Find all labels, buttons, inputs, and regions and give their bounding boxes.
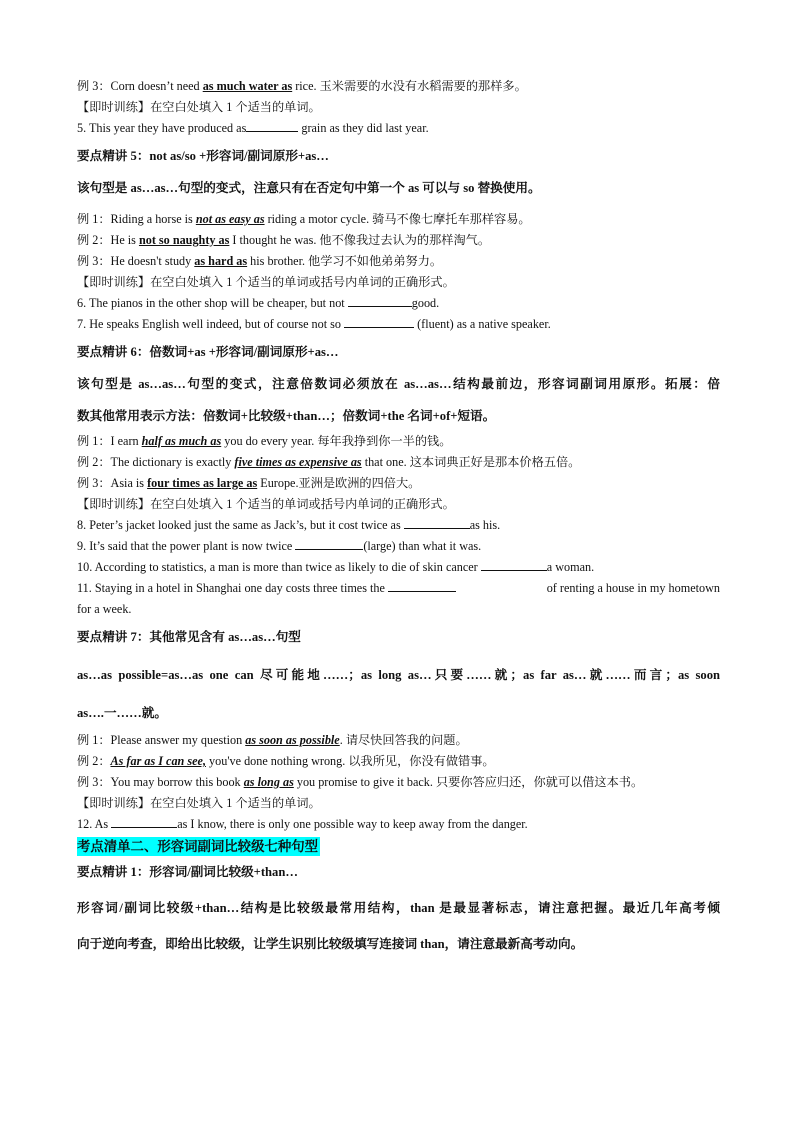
section-heading: 要点精讲 7：其他常见含有 as…as…句型 <box>77 630 301 644</box>
explanation-paragraph: as….一……就。 <box>77 706 167 720</box>
practice-instruction: 【即时训练】在空白处填入 1 个适当的单词。 <box>77 100 321 114</box>
question-9: 9. It’s said that the power plant is now twice (large) than what it was. <box>77 539 482 553</box>
example-line: 例 2：As far as I can see, you've done nothing wrong. 以我所见，你没有做错事。 <box>77 754 495 768</box>
example-line: 例 3：Corn doesn’t need as much water as rice. 玉米需要的水没有水稻需要的那样多。 <box>77 79 527 93</box>
practice-instruction: 【即时训练】在空白处填入 1 个适当的单词。 <box>77 796 321 810</box>
question-7: 7. He speaks English well indeed, but of course not so (fluent) as a native speaker. <box>77 317 551 331</box>
question-6: 6. The pianos in the other shop will be cheaper, but not good. <box>77 296 440 310</box>
example-line: 例 1：I earn half as much as you do every year. 每年我挣到你一半的钱。 <box>77 434 452 448</box>
example-line: 例 1：Riding a horse is not as easy as riding a motor cycle. 骑马不像七摩托车那样容易。 <box>77 212 531 226</box>
answer-blank[interactable] <box>348 294 412 307</box>
document-page <box>77 76 720 961</box>
explanation-paragraph: 形容词/副词比较级+than…结构是比较级最常用结构，than 是最显著标志，请注意把握。最近几年高考倾 <box>77 901 720 915</box>
example-line: 例 3：Asia is four times as large as Europe.亚洲是欧洲的四倍大。 <box>77 476 421 490</box>
question-8: 8. Peter’s jacket looked just the same as Jack’s, but it cost twice as as his. <box>77 518 501 532</box>
question-11: 11. Staying in a hotel in Shanghai one day costs three times the of renting a house in my hometown <box>77 581 720 595</box>
section-heading: 要点精讲 1：形容词/副词比较级+than… <box>77 865 298 879</box>
answer-blank[interactable] <box>404 516 470 529</box>
answer-blank[interactable] <box>344 315 414 328</box>
section-heading: 要点精讲 5：not as/so +形容词/副词原形+as… <box>77 149 329 163</box>
example-line: 例 3：You may borrow this book as long as you promise to give it back. 只要你答应归还，你就可以借这本书。 <box>77 775 644 789</box>
explanation-paragraph: 向于逆向考查，即给出比较级，让学生识别比较级填写连接词 than，请注意最新高考动向。 <box>77 937 584 951</box>
question-11-cont: for a week. <box>77 602 132 616</box>
practice-instruction: 【即时训练】在空白处填入 1 个适当的单词或括号内单词的正确形式。 <box>77 275 455 289</box>
answer-blank[interactable] <box>111 815 177 828</box>
explanation-paragraph: as…as possible=as…as one can 尽可能地……；as long as…只要……就；as far as…就……而言；as soon <box>77 668 720 682</box>
answer-blank[interactable] <box>481 558 547 571</box>
explanation-paragraph: 该句型是 as…as…句型的变式，注意倍数词必须放在 as…as…结构最前边，形容词副词用原形。拓展：倍 <box>77 377 720 391</box>
explanation-paragraph: 数其他常用表示方法：倍数词+比较级+than…；倍数词+the 名词+of+短语。 <box>77 409 496 423</box>
answer-blank[interactable] <box>246 119 298 132</box>
explanation-paragraph: 该句型是 as…as…句型的变式，注意只有在否定句中第一个 as 可以与 so 替换使用。 <box>77 181 541 195</box>
answer-blank[interactable] <box>388 579 456 592</box>
example-line: 例 3：He doesn't study as hard as his brother. 他学习不如他弟弟努力。 <box>77 254 443 268</box>
question-12: 12. As as I know, there is only one possible way to keep away from the danger. <box>77 817 528 831</box>
answer-blank[interactable] <box>295 537 363 550</box>
example-line: 例 2：He is not so naughty as I thought he was. 他不像我过去认为的那样淘气。 <box>77 233 491 247</box>
practice-instruction: 【即时训练】在空白处填入 1 个适当的单词或括号内单词的正确形式。 <box>77 497 455 511</box>
question-5: 5. This year they have produced as grain as they did last year. <box>77 121 429 135</box>
section-banner: 考点清单二、形容词副词比较级七种句型 <box>77 839 319 854</box>
section-heading: 要点精讲 6：倍数词+as +形容词/副词原形+as… <box>77 345 339 359</box>
question-10: 10. According to statistics, a man is more than twice as likely to die of skin cancer a woman. <box>77 560 595 574</box>
example-line: 例 2：The dictionary is exactly five times as expensive as that one. 这本词典正好是那本价格五倍。 <box>77 455 581 469</box>
example-line: 例 1：Please answer my question as soon as possible. 请尽快回答我的问题。 <box>77 733 468 747</box>
